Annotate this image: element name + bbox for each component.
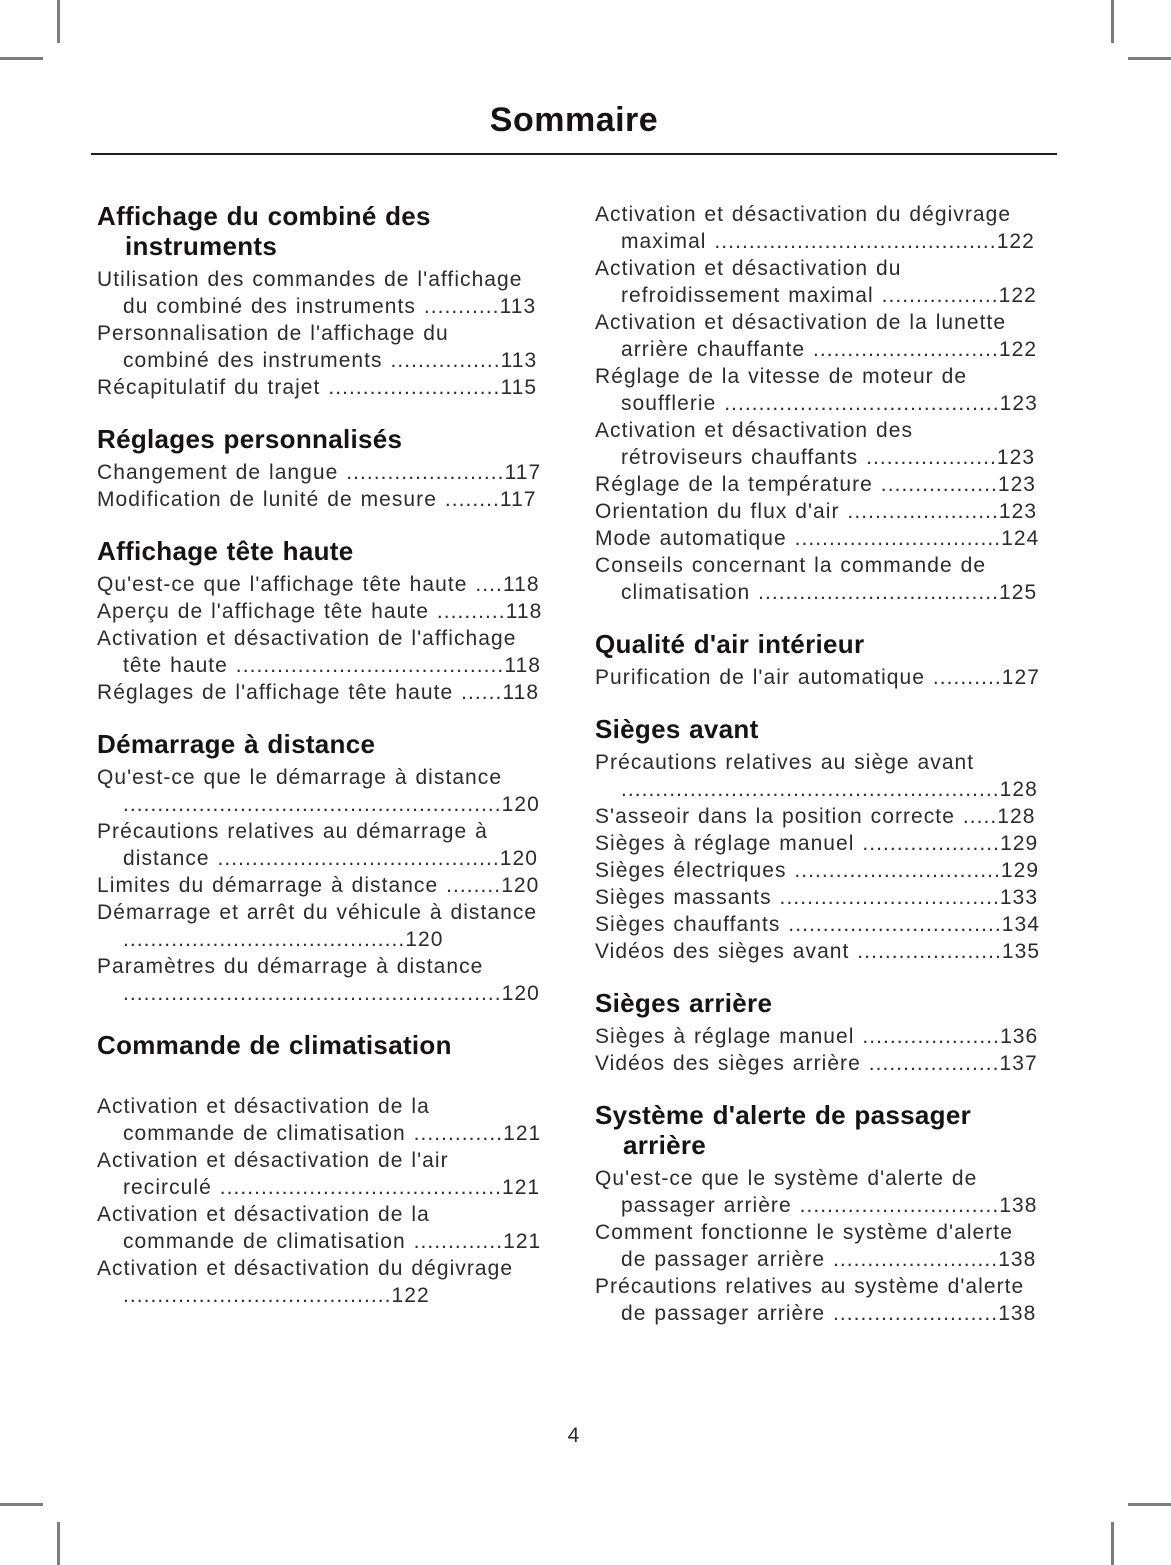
- entry-text: Activation et désactivation de l'affichage tête haute: [97, 627, 517, 677]
- toc-entry[interactable]: [97, 571, 543, 598]
- crop-mark: [0, 57, 43, 60]
- toc-entry[interactable]: [595, 1219, 1041, 1273]
- leader-dots: ........................................: [716, 392, 1000, 415]
- toc-entry[interactable]: [595, 309, 1041, 363]
- toc-entry[interactable]: [97, 764, 543, 818]
- entry-page-number: 120: [501, 982, 540, 1005]
- toc-section: [595, 1100, 1041, 1327]
- entry-text: Modification de lunité de mesure: [97, 488, 437, 511]
- entry-page-number: 122: [998, 338, 1038, 361]
- toc-entry[interactable]: [595, 498, 1041, 525]
- leader-dots: ....: [467, 573, 503, 596]
- entry-page-number: 113: [499, 295, 537, 318]
- entry-text: Vidéos des sièges avant: [595, 940, 850, 963]
- crop-mark: [57, 0, 60, 43]
- section-heading: Affichage tête haute: [97, 536, 354, 566]
- leader-dots: ...........................: [805, 338, 999, 361]
- entry-text: Vidéos des sièges arrière: [595, 1052, 861, 1075]
- toc-entry[interactable]: [97, 1255, 543, 1309]
- entry-page-number: 118: [505, 600, 543, 623]
- entry-text: Qu'est-ce que le système d'alerte de passager arrière: [595, 1167, 978, 1217]
- leader-dots: ...............................: [780, 913, 1002, 936]
- entry-text: Réglage de la vitesse de moteur de soufflerie: [595, 365, 968, 415]
- entry-text: Paramètres du démarrage à distance: [97, 955, 484, 978]
- leader-dots: .........................................: [706, 230, 997, 253]
- toc-entry[interactable]: [595, 857, 1041, 884]
- leader-dots: .........................................: [211, 1176, 502, 1199]
- toc-entry[interactable]: [97, 374, 543, 401]
- entry-text: S'asseoir dans la position correcte: [595, 805, 955, 828]
- leader-dots: ..........: [925, 666, 1002, 689]
- leader-dots: .............................: [791, 1194, 1000, 1217]
- leader-dots: .............: [405, 1230, 504, 1253]
- toc-entry[interactable]: [97, 899, 543, 953]
- leader-dots: ..........: [428, 600, 506, 623]
- leader-dots: .......................................................: [123, 982, 502, 1005]
- entry-page-number: 120: [405, 928, 444, 951]
- entry-text: Réglage de la température: [595, 473, 873, 496]
- entry-text: Précautions relatives au système d'alerte de passager arrière: [595, 1275, 1025, 1325]
- leader-dots: .........................: [320, 376, 501, 399]
- entry-text: Purification de l'air automatique: [595, 666, 925, 689]
- leader-dots: .....................: [849, 940, 1002, 963]
- toc-columns: [91, 201, 1057, 1327]
- toc-entry[interactable]: [595, 803, 1041, 830]
- toc-section: [595, 629, 1041, 691]
- leader-dots: ...................................: [750, 581, 1000, 604]
- entry-text: Récapitulatif du trajet: [97, 376, 321, 399]
- toc-entry[interactable]: [595, 938, 1041, 965]
- leader-dots: ...........: [415, 295, 500, 318]
- toc-entry[interactable]: [97, 1093, 543, 1147]
- toc-entry[interactable]: [595, 1050, 1041, 1077]
- toc-entry[interactable]: [595, 255, 1041, 309]
- entry-text: Activation et désactivation de la commande de climatisation: [97, 1203, 430, 1253]
- section-heading: Démarrage à distance: [97, 729, 376, 759]
- page-title: Sommaire: [489, 101, 659, 139]
- leader-dots: ................: [382, 349, 501, 372]
- leader-dots: .............: [405, 1122, 504, 1145]
- entry-page-number: 129: [1000, 832, 1039, 855]
- entry-page-number: 123: [996, 446, 1036, 469]
- entry-page-number: 137: [999, 1052, 1038, 1075]
- toc-entry[interactable]: [595, 471, 1041, 498]
- toc-entry[interactable]: [97, 1201, 543, 1255]
- leader-dots: ....................: [854, 832, 1001, 855]
- leader-dots: .......................................: [227, 654, 505, 677]
- toc-entry[interactable]: [595, 201, 1041, 255]
- entry-text: Orientation du flux d'air: [595, 500, 840, 523]
- toc-entry[interactable]: [97, 1147, 543, 1201]
- entry-text: Aperçu de l'affichage tête haute: [97, 600, 429, 623]
- section-heading: Affichage du combiné des instruments: [97, 201, 431, 261]
- entry-page-number: 123: [998, 500, 1038, 523]
- entry-text: Qu'est-ce que l'affichage tête haute: [97, 573, 468, 596]
- entry-text: Réglages de l'affichage tête haute: [97, 681, 454, 704]
- entry-page-number: 120: [501, 793, 540, 816]
- entry-text: Sièges électriques: [595, 859, 787, 882]
- entry-page-number: 117: [504, 461, 542, 484]
- toc-entry[interactable]: [595, 1165, 1041, 1219]
- entry-text: Sièges à réglage manuel: [595, 832, 855, 855]
- entry-page-number: 120: [499, 847, 538, 870]
- footer-page-number: 4: [567, 1424, 581, 1447]
- entry-page-number: 121: [503, 1122, 542, 1145]
- entry-text: Utilisation des commandes de l'affichage du combiné des instruments: [97, 268, 523, 318]
- entry-page-number: 113: [500, 349, 538, 372]
- entry-page-number: 122: [996, 230, 1035, 253]
- entry-text: Démarrage et arrêt du véhicule à distance: [97, 901, 538, 924]
- toc-entry[interactable]: [595, 1023, 1041, 1050]
- leader-dots: .................: [872, 473, 998, 496]
- toc-section: [595, 714, 1041, 965]
- entry-text: Précautions relatives au siège avant: [595, 751, 975, 774]
- entry-page-number: 129: [1000, 859, 1040, 882]
- leader-dots: ..............................: [786, 859, 1001, 882]
- toc-entry[interactable]: [595, 911, 1041, 938]
- leader-dots: ....................: [854, 1025, 1001, 1048]
- leader-dots: .......................................................: [621, 778, 1000, 801]
- toc-entry[interactable]: [595, 417, 1041, 471]
- leader-dots: .................: [873, 284, 999, 307]
- section-heading: Système d'alerte de passager arrière: [595, 1100, 971, 1160]
- toc-entry[interactable]: [595, 749, 1041, 803]
- entry-text: Activation et désactivation de l'air recirculé: [97, 1149, 449, 1199]
- entry-page-number: 122: [998, 284, 1037, 307]
- toc-entry[interactable]: [595, 664, 1041, 691]
- leader-dots: .........................................: [209, 847, 500, 870]
- toc-entry[interactable]: [97, 486, 543, 513]
- entry-page-number: 128: [999, 778, 1038, 801]
- entry-text: Activation et désactivation du dégivrage maximal: [595, 203, 1012, 253]
- toc-entry[interactable]: [595, 1273, 1041, 1327]
- toc-entry[interactable]: [97, 266, 543, 320]
- toc-entry[interactable]: [97, 818, 543, 872]
- toc-section: [595, 988, 1041, 1077]
- entry-page-number: 134: [1001, 913, 1040, 936]
- leader-dots: ...................: [858, 446, 997, 469]
- entry-page-number: 118: [504, 654, 541, 677]
- leader-dots: .....: [954, 805, 998, 828]
- toc-content: [91, 100, 1057, 1327]
- entry-text: Qu'est-ce que le démarrage à distance: [97, 766, 503, 789]
- crop-mark: [1128, 57, 1171, 60]
- entry-text: Activation et désactivation du dégivrage: [97, 1257, 514, 1280]
- section-heading: Qualité d'air intérieur: [595, 629, 865, 659]
- leader-dots: ........................: [825, 1302, 999, 1325]
- entry-text: Précautions relatives au démarrage à distance: [97, 820, 488, 870]
- entry-page-number: 127: [1001, 666, 1040, 689]
- leader-dots: ......................: [839, 500, 999, 523]
- crop-mark: [1128, 1503, 1171, 1506]
- crop-mark: [1111, 0, 1114, 43]
- toc-entry[interactable]: [595, 884, 1041, 911]
- leader-dots: ................................: [771, 886, 1000, 909]
- title-divider: [91, 153, 1057, 155]
- crop-mark: [1111, 1522, 1114, 1565]
- toc-entry[interactable]: [595, 363, 1041, 417]
- toc-column-left: [97, 201, 543, 1327]
- entry-page-number: 118: [502, 681, 540, 704]
- toc-entry[interactable]: [97, 953, 543, 1007]
- entry-page-number: 121: [503, 1230, 542, 1253]
- toc-entry[interactable]: [595, 525, 1041, 552]
- toc-entry[interactable]: [97, 320, 543, 374]
- toc-section: [595, 201, 1041, 606]
- entry-text: Activation et désactivation de la commande de climatisation: [97, 1095, 430, 1145]
- entry-text: Sièges chauffants: [595, 913, 781, 936]
- entry-page-number: 118: [502, 573, 540, 596]
- entry-page-number: 124: [1001, 527, 1040, 550]
- crop-mark: [0, 1503, 43, 1506]
- toc-entry[interactable]: [595, 552, 1041, 606]
- toc-section: [97, 201, 543, 401]
- entry-text: Changement de langue: [97, 461, 339, 484]
- leader-dots: .......................: [338, 461, 505, 484]
- section-heading: Sièges arrière: [595, 988, 773, 1018]
- toc-entry[interactable]: [595, 830, 1041, 857]
- entry-page-number: 122: [391, 1284, 430, 1307]
- entry-page-number: 138: [998, 1302, 1037, 1325]
- entry-text: Sièges massants: [595, 886, 772, 909]
- section-heading: Commande de climatisation: [97, 1030, 452, 1060]
- entry-page-number: 121: [501, 1176, 541, 1199]
- leader-dots: ..............................: [786, 527, 1002, 550]
- leader-dots: ...................: [860, 1052, 1000, 1075]
- crop-mark: [57, 1522, 60, 1565]
- section-heading: Sièges avant: [595, 714, 759, 744]
- entry-text: Limites du démarrage à distance: [97, 874, 439, 897]
- entry-page-number: 138: [998, 1248, 1037, 1271]
- leader-dots: .......................................................: [123, 793, 502, 816]
- entry-page-number: 135: [1001, 940, 1041, 963]
- entry-text: Comment fonctionne le système d'alerte de passager arrière: [595, 1221, 1013, 1271]
- entry-text: Conseils concernant la commande de climatisation: [595, 554, 987, 604]
- entry-page-number: 136: [1000, 1025, 1039, 1048]
- toc-entry[interactable]: [97, 598, 543, 625]
- toc-section: [97, 729, 543, 1007]
- toc-section: [97, 424, 543, 513]
- entry-text: Personnalisation de l'affichage du combiné des instruments: [97, 322, 449, 372]
- leader-dots: .........................................: [123, 928, 406, 951]
- toc-entry[interactable]: [97, 872, 543, 899]
- toc-section: [97, 1030, 543, 1309]
- toc-entry[interactable]: [97, 679, 543, 706]
- toc-entry[interactable]: [97, 459, 543, 486]
- entry-text: Activation et désactivation des rétroviseurs chauffants: [595, 419, 914, 469]
- entry-text: Sièges à réglage manuel: [595, 1025, 855, 1048]
- entry-page-number: 115: [500, 376, 538, 399]
- entry-page-number: 120: [501, 874, 540, 897]
- toc-entry[interactable]: [97, 625, 543, 679]
- toc-column-right: [595, 201, 1041, 1327]
- entry-page-number: 128: [997, 805, 1036, 828]
- entry-page-number: 123: [997, 473, 1037, 496]
- entry-page-number: 133: [999, 886, 1039, 909]
- entry-page-number: 123: [999, 392, 1038, 415]
- leader-dots: .......................................: [123, 1284, 392, 1307]
- entry-page-number: 138: [999, 1194, 1038, 1217]
- entry-text: Mode automatique: [595, 527, 787, 550]
- leader-dots: ......: [453, 681, 503, 704]
- leader-dots: ........: [436, 488, 500, 511]
- section-heading: Réglages personnalisés: [97, 424, 403, 454]
- entry-text: Activation et désactivation de la lunette arrière chauffante: [595, 311, 1007, 361]
- entry-text: Activation et désactivation du refroidissement maximal: [595, 257, 902, 307]
- toc-section: [97, 536, 543, 706]
- leader-dots: ........................: [825, 1248, 999, 1271]
- entry-page-number: 125: [999, 581, 1038, 604]
- leader-dots: ........: [438, 874, 502, 897]
- entry-page-number: 117: [499, 488, 537, 511]
